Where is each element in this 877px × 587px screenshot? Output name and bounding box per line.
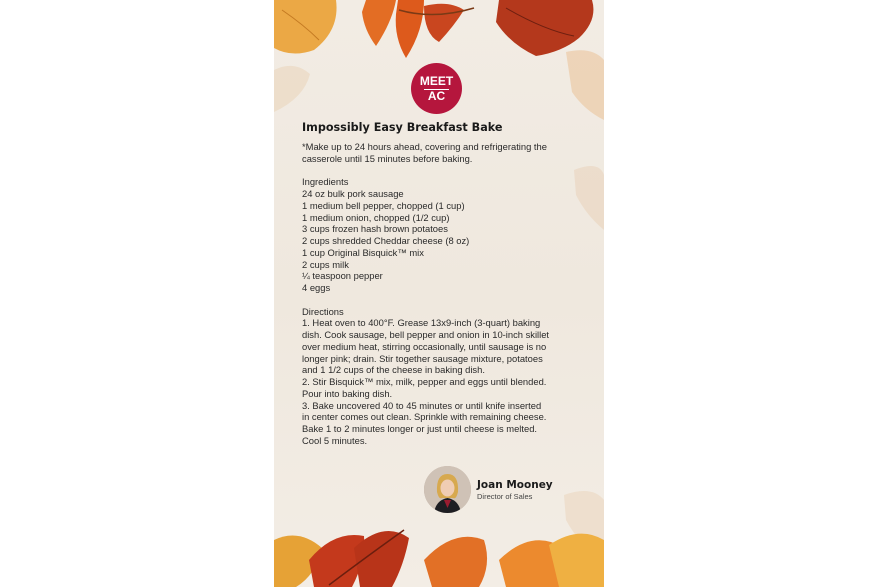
ingredient-item: 2 cups milk <box>302 258 349 270</box>
faded-leaf-left <box>274 66 310 112</box>
faded-leaf-right <box>566 50 604 120</box>
person-photo-icon <box>424 466 471 513</box>
direction-line: 2. Stir Bisquick™ mix, milk, pepper and eggs until blended. <box>302 376 547 387</box>
recipe-card <box>274 0 604 587</box>
direction-line: Bake 1 to 2 minutes longer or just until cheese is melted. <box>302 423 538 434</box>
logo-text-bottom: AC <box>427 89 446 103</box>
yellow-leaf-bottom-right <box>549 534 604 587</box>
direction-line: 3. Bake uncovered 40 to 45 minutes or until knife inserted <box>302 399 542 411</box>
ingredient-item: 1 medium bell pepper, chopped (1 cup) <box>302 199 465 211</box>
orange-leaf-bottom-center <box>424 537 487 587</box>
red-leaf-top <box>424 4 464 42</box>
orange-leaf-top-1 <box>362 0 396 46</box>
note-line: casserole until 15 minutes before baking. <box>302 152 473 164</box>
ingredients-heading: Ingredients <box>302 176 349 188</box>
direction-line: longer pink; drain. Stir together sausage mixture, potatoes <box>302 352 543 364</box>
ingredient-item: 2 cups shredded Cheddar cheese (8 oz) <box>302 235 470 246</box>
logo-text-top: MEET <box>419 74 454 88</box>
directions-heading: Directions <box>302 305 344 317</box>
direction-line: Pour into baking dish. <box>302 387 393 399</box>
meet-ac-logo <box>411 63 462 114</box>
yellow-leaf-top-left <box>274 0 337 54</box>
dark-red-leaf-top-right <box>496 0 593 56</box>
ingredient-item: 4 eggs <box>302 282 331 293</box>
direction-line: dish. Cook sausage, bell pepper and onion in 10-inch skillet <box>302 329 550 340</box>
direction-line: and 1 1/2 cups of the cheese in baking dish. <box>302 364 485 376</box>
recipe-body <box>302 141 590 447</box>
orange-leaf-top-2 <box>396 0 424 58</box>
direction-line: Cool 5 minutes. <box>302 434 368 446</box>
author-avatar <box>424 466 471 513</box>
ingredient-item: 24 oz bulk pork sausage <box>302 188 404 199</box>
ingredient-item: 1 cup Original Bisquick™ mix <box>302 246 424 258</box>
direction-line: in center comes out clean. Sprinkle with remaining cheese. <box>302 411 547 423</box>
recipe-title: Impossibly Easy Breakfast Bake <box>302 121 503 134</box>
direction-line: 1. Heat oven to 400°F. Grease 13x9-inch (3-quart) baking <box>302 317 541 329</box>
note-line: *Make up to 24 hours ahead, covering and refrigerating the <box>302 141 547 152</box>
author-role: Director of Sales <box>477 492 533 501</box>
ingredient-item: 1 medium onion, chopped (1/2 cup) <box>302 211 450 223</box>
ingredient-item: 3 cups frozen hash brown potatoes <box>302 223 448 235</box>
author-name: Joan Mooney <box>477 479 553 491</box>
ingredient-item: ¼ teaspoon pepper <box>302 270 383 282</box>
direction-line: over medium heat, stirring occasionally, until sausage is no <box>302 340 547 352</box>
